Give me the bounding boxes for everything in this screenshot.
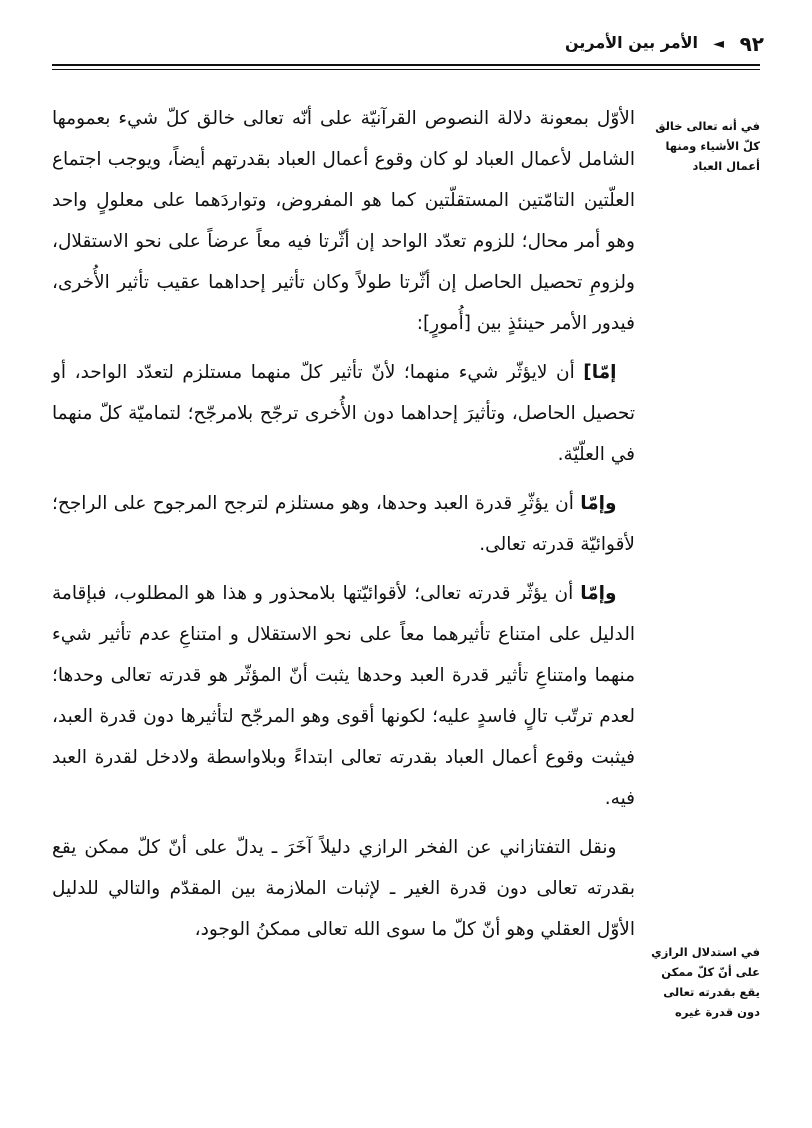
header-rule-thick [52,64,760,66]
option-1-lead: إمّا] [583,362,617,383]
option-1-text: أن لايؤثّر شيء منهما؛ لأنّ تأثير كلّ منهما مستلزم لتعدّد الواحد، أو تحصيل الحاصل، وتأثيرَ إحداهما دون الأُخرى ترجّح بلامرجّح؛ لتماميّة كلّ منهما في العلّيّة. [52,362,635,465]
paragraph-option-3 [52,573,635,819]
margin-note-creator: في أنه تعالى خالق كلّ الأشياء ومنها أعمال العباد [655,119,760,173]
main-text [52,98,635,950]
option-2-lead: وإمّا [580,493,617,514]
header-arrow-icon: ◄ [713,36,724,52]
header-rule-thin [52,69,760,70]
option-3-text: أن يؤثّر قدرته تعالى؛ لأقوائيّتها بلامحذور و هذا هو المطلوب، فبإقامة الدليل على امتناع تأثيرهما معاً على نحو الاستقلال و امتناعِ عدم تأثير شيء منهما وامتناعِ تأثير قدرة العبد وحدها يثبت أنّ المؤثّر هو قدرته تعالى وحدها؛ لعدم ترتّب تالٍ فاسدٍ عليه؛ لكونها أقوى وهو المرجّح لتأثيرها دون قدرة العبد، فيثبت وقوع أعمال العباد بقدرته تعالى ابتداءً وبلاواسطة ولادخل لقدرة العبد فيه. [52,583,635,809]
page-header [48,28,764,62]
page-number: ٩٢ [739,32,764,56]
option-2-text: أن يؤثّرِ قدرة العبد وحدها، وهو مستلزم لترجح المرجوح على الراجح؛ لأقوائيّة قدرته تعالى. [52,493,635,555]
paragraph-first-argument: الأوّل بمعونة دلالة النصوص القرآنيّة على أنّه تعالى خالق كلّ شيء بعمومها الشامل لأعمال العباد لو كان وقوع أعمال العباد بقدرتهم أيضاً، ويوجب اجتماع العلّتين التامّتين المستقلّتين كما هو المفروض، وتواردَهما على معلولٍ واحد وهو أمر محال؛ للزوم تعدّد الواحد إن أثّرتا فيه معاً عرضاً على نحو الاستقلال، ولزومِ تحصيل الحاصل إن أثّرتا طولاً وكان تأثير إحداهما عقيب تأثير الأُخرى، فيدور الأمر حينئذٍ بين [أُمورٍ]: [52,108,635,334]
paragraph-razi-argument: ونقل التفتازاني عن الفخر الرازي دليلاً آخَرَ ـ يدلّ على أنّ كلّ ممكن يقع بقدرته تعالى دون قدرة الغير ـ لإثبات الملازمة بين المقدّم والتالي للدليل الأوّل العقلي وهو أنّ كلّ ما سوى الله تعالى ممكنُ الوجود، [52,837,635,940]
option-3-lead: وإمّا [580,583,617,604]
paragraph-option-1 [52,352,635,475]
margin-note-razi: في استدلال الرازي على أنّ كلّ ممكن يقع بقدرته تعالى دون قدرة غيره [651,945,760,1019]
paragraph-option-2 [52,483,635,565]
running-title: الأمر بين الأمرين [565,33,698,52]
